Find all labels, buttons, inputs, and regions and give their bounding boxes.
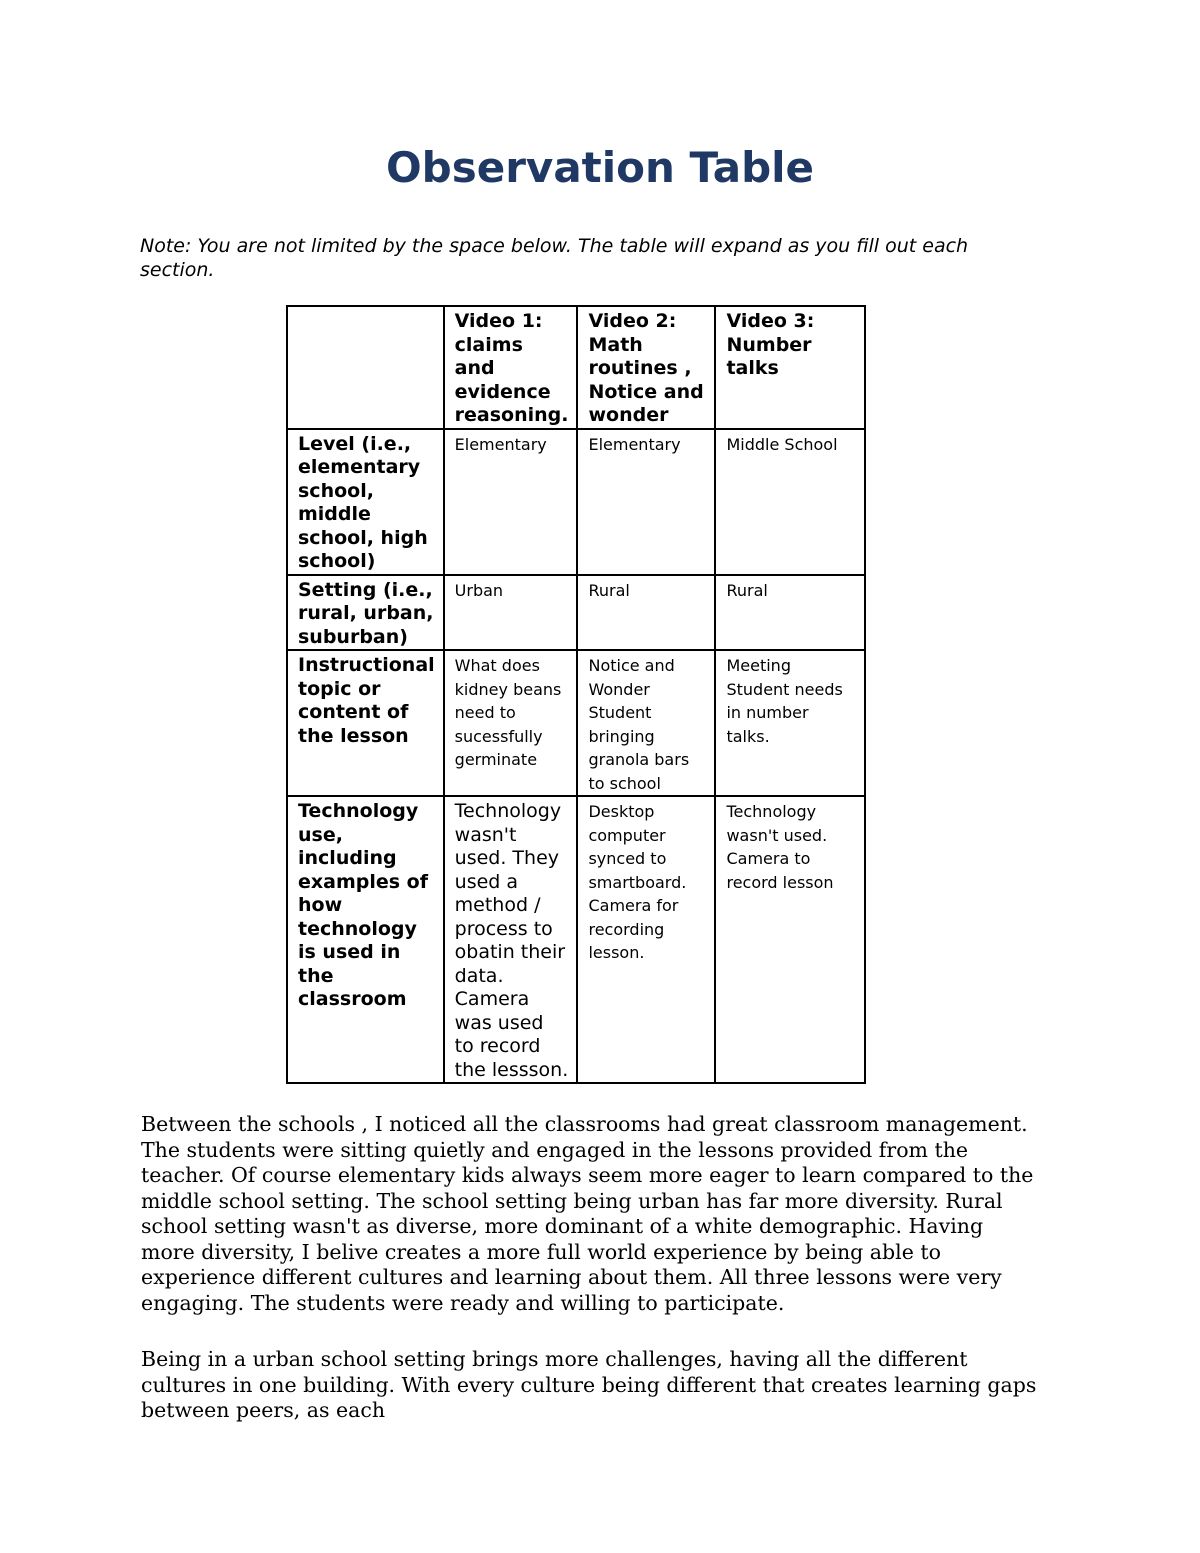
note-text: Note: You are not limited by the space below. The table will expand as you fill out each section. (140, 235, 969, 281)
row-label: Instructional topic or content of the lesson (287, 650, 444, 796)
table-cell: Meeting Student needs in number talks. (715, 650, 865, 796)
body-paragraph: Being in a urban school setting brings more challenges, having all the different cultures in one building. With every culture being different that creates learning gaps between peers, as each (141, 1347, 1037, 1422)
table-header-cell: Video 1: claims and evidence reasoning. (444, 306, 578, 429)
table-cell: Technology wasn't used. Camera to record lesson (715, 796, 865, 1083)
observation-table (286, 305, 866, 1084)
table-header-cell (287, 306, 444, 429)
table-cell: Elementary (577, 429, 715, 575)
table-row (287, 575, 865, 651)
table-cell: Rural (715, 575, 865, 651)
table-row (287, 650, 865, 796)
row-label: Technology use, including examples of how technology is used in the classroom (287, 796, 444, 1083)
table-row (287, 429, 865, 575)
page-title: Observation Table (385, 143, 815, 192)
table-cell: Middle School (715, 429, 865, 575)
table-row (287, 796, 865, 1083)
table-cell: Urban (444, 575, 578, 651)
table-header-cell: Video 3: Number talks (715, 306, 865, 429)
table-cell: Technology wasn't used. They used a method / process to obatin their data. Camera was used to record the lessson. (444, 796, 578, 1083)
body-paragraph: Between the schools , I noticed all the classrooms had great classroom management. The students were sitting quietly and engaged in the lessons provided from the teacher. Of course elementary kids always seem more eager to learn compared to the middle school setting. The school setting being urban has far more diversity. Rural school setting wasn't as diverse, more dominant of a white demographic. Having more diversity, I belive creates a more full world experience by being able to experience different cultures and learning about them. All three lessons were very engaging. The students were ready and willing to participate. (141, 1112, 1034, 1315)
table-cell: Desktop computer synced to smartboard. Camera for recording lesson. (577, 796, 715, 1083)
row-label: Level (i.e., elementary school, middle school, high school) (287, 429, 444, 575)
table-cell: Notice and Wonder Student bringing granola bars to school (577, 650, 715, 796)
row-label: Setting (i.e., rural, urban, suburban) (287, 575, 444, 651)
table-cell: Rural (577, 575, 715, 651)
table-header-cell: Video 2: Math routines , Notice and wonder (577, 306, 715, 429)
table-cell: Elementary (444, 429, 578, 575)
table-cell: What does kidney beans need to sucessfully germinate (444, 650, 578, 796)
table-header-row (287, 306, 865, 429)
